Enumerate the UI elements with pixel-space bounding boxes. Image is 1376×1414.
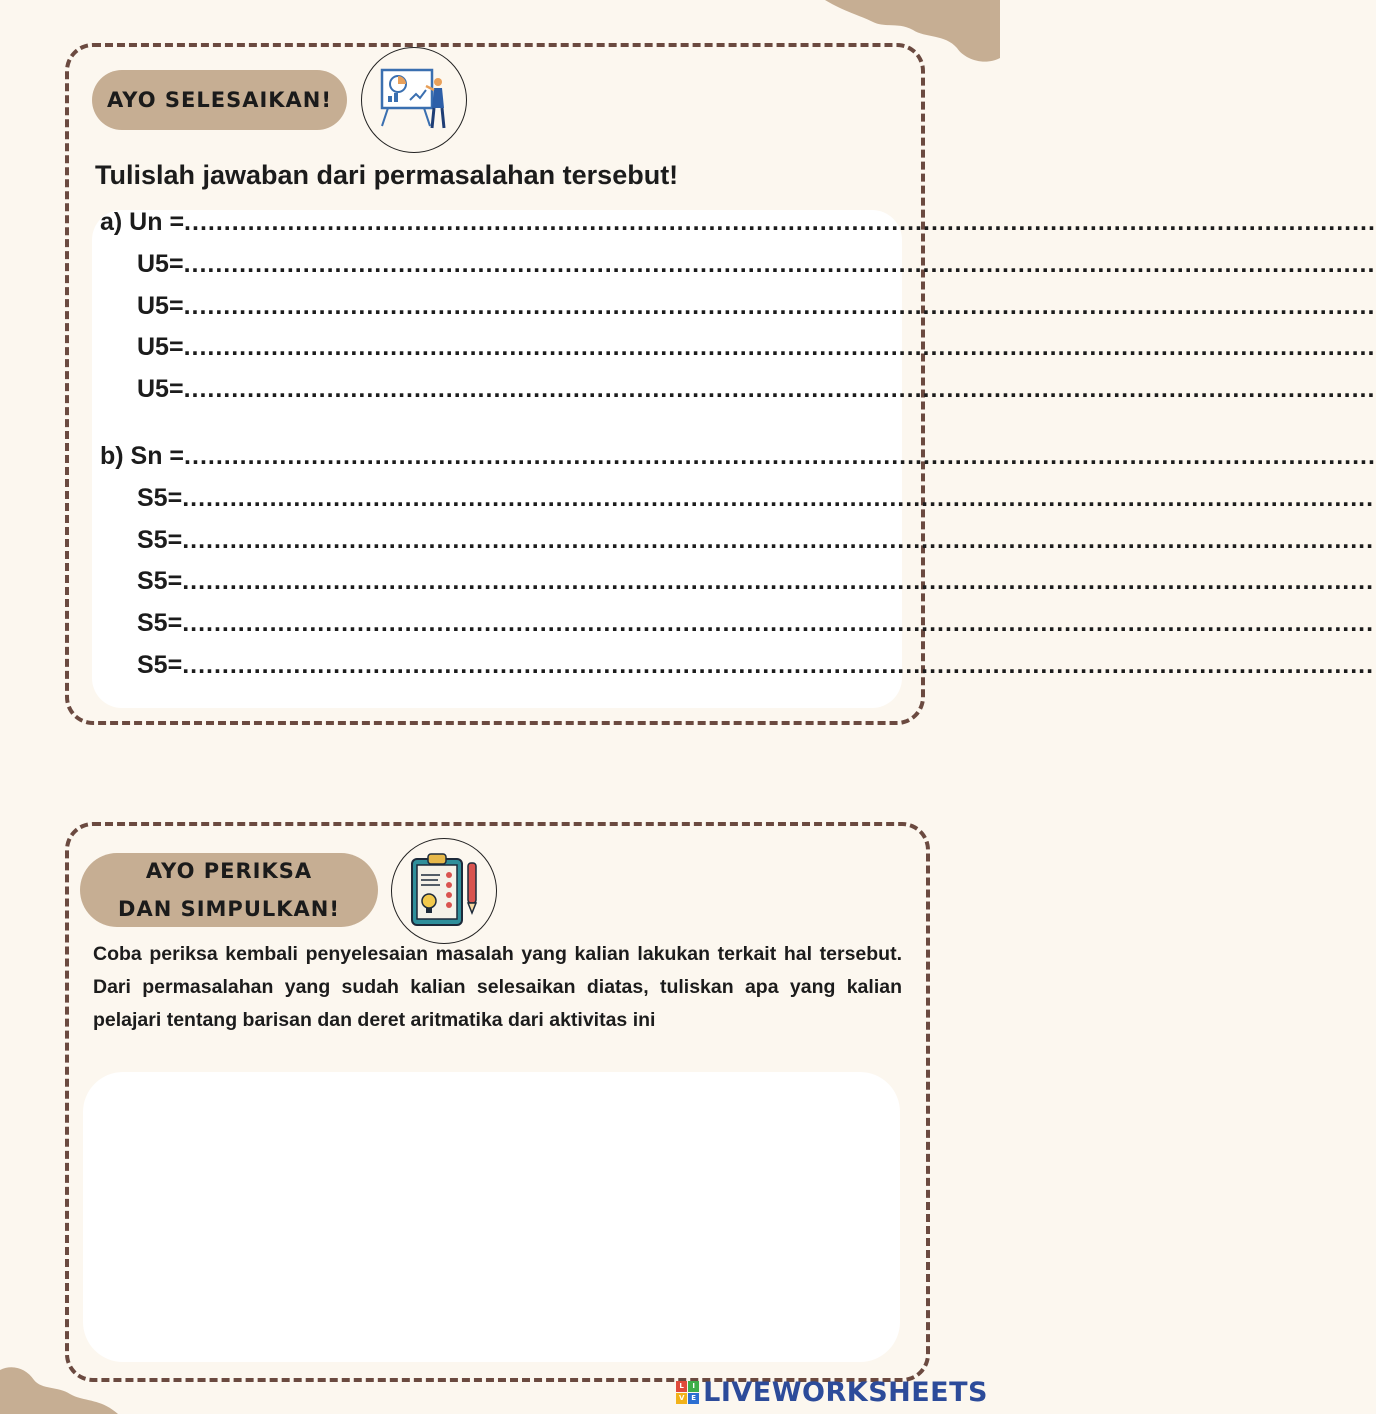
heading-line-2: DAN SIMPULKAN! [118, 897, 340, 921]
sn-label: b) Sn = [100, 442, 185, 470]
answer-dots: ...................................................................................................................................................... [183, 333, 1376, 361]
s5-answer-line[interactable] [137, 484, 1375, 513]
liveworksheets-logo [676, 1377, 988, 1408]
un-label: a) Un = [100, 208, 185, 236]
s5-label: S5= [137, 567, 183, 595]
conclusion-instruction: Coba periksa kembali penyelesaian masalah yang kalian lakukan terkait hal tersebut. Dari permasalahan yang sudah kalian selesaikan diatas, tuliskan apa yang kalian pelajari tentang barisan dan deret aritmatika dari aktivitas ini [93, 943, 902, 1031]
u5-answer-line[interactable] [137, 292, 1376, 321]
liveworksheets-wordmark: LIVEWORKSHEETS [703, 1377, 988, 1408]
answer-dots: ...................................................................................................................................................... [182, 484, 1375, 512]
s5-label: S5= [137, 651, 183, 679]
conclusion-answer-box[interactable] [83, 1072, 900, 1362]
s5-answer-line[interactable] [137, 609, 1375, 638]
s5-label: S5= [137, 526, 183, 554]
answer-dots: ...................................................................................................................................................... [183, 292, 1376, 320]
u5-label: U5= [137, 250, 184, 278]
answer-dots: ...................................................................................................................................................... [184, 442, 1376, 470]
s5-answer-line[interactable] [137, 567, 1375, 596]
answer-dots: ...................................................................................................................................................... [183, 375, 1376, 403]
s5-answer-line[interactable] [137, 651, 1375, 680]
answer-dots: ...................................................................................................................................................... [182, 526, 1375, 554]
teacher-presentation-icon [361, 47, 467, 153]
u5-label: U5= [137, 333, 184, 361]
s5-label: S5= [137, 484, 183, 512]
s5-answer-line[interactable] [137, 526, 1375, 555]
ayo-periksa-heading [80, 853, 378, 927]
u5-answer-line[interactable] [137, 333, 1376, 362]
u5-answer-line[interactable] [137, 375, 1376, 404]
sn-answer-line[interactable] [100, 442, 1376, 471]
u5-answer-line[interactable] [137, 250, 1376, 279]
heading-line-1: AYO PERIKSA [145, 859, 313, 883]
u5-label: U5= [137, 375, 184, 403]
answer-dots: ...................................................................................................................................................... [182, 567, 1375, 595]
un-answer-line[interactable] [100, 208, 1376, 237]
ayo-selesaikan-heading: AYO SELESAIKAN! [92, 70, 347, 130]
answer-dots: ...................................................................................................................................................... [183, 250, 1376, 278]
u5-label: U5= [137, 292, 184, 320]
answer-dots: ...................................................................................................................................................... [182, 609, 1375, 637]
clipboard-checklist-icon [391, 838, 497, 944]
answer-dots: ...................................................................................................................................................... [184, 208, 1376, 236]
s5-label: S5= [137, 609, 183, 637]
liveworksheets-squares-icon: L I V E [676, 1381, 699, 1404]
instruction-text: Tulislah jawaban dari permasalahan tersebut! [95, 160, 679, 190]
answer-dots: ...................................................................................................................................................... [182, 651, 1375, 679]
